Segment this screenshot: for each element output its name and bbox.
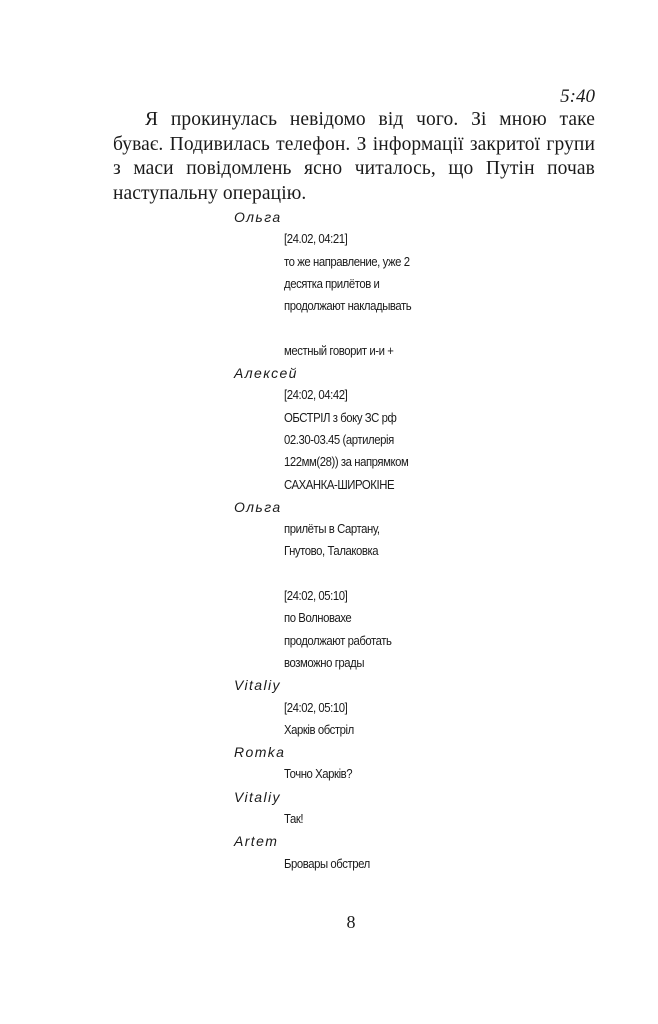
- page-number: 8: [346, 912, 356, 932]
- message-line: САХАНКА-ШИРОКІНЕ: [284, 476, 395, 492]
- message-body: [234, 518, 564, 674]
- message-line: Бровары обстрел: [284, 855, 370, 871]
- message-author: Vitaliy: [234, 788, 281, 805]
- message-body: [234, 853, 564, 875]
- message-line: возможно грады: [284, 654, 365, 670]
- time-heading: 5:40: [560, 86, 595, 107]
- message-line: Гнутово, Талаковка: [284, 543, 379, 559]
- message-line: [24:02, 05:10]: [284, 588, 348, 604]
- message-line: прилёты в Сартану,: [284, 521, 380, 537]
- message-line: десятка прилётов и: [284, 275, 380, 291]
- message-line: [284, 317, 525, 339]
- message-line: Точно Харків?: [284, 766, 353, 782]
- message-author: Ольга: [234, 498, 282, 515]
- message-line: 02.30-03.45 (артилерія: [284, 431, 394, 447]
- message-line: [24:02, 05:10]: [284, 699, 348, 715]
- message-body: [234, 228, 564, 362]
- chat-message: [234, 674, 564, 741]
- chat-message: [234, 741, 564, 786]
- message-body: [234, 697, 564, 742]
- message-line: [24:02, 04:42]: [284, 387, 348, 403]
- message-body: [234, 808, 564, 830]
- message-body: [234, 384, 564, 495]
- chat-message: [234, 786, 564, 831]
- message-line: Так!: [284, 811, 304, 827]
- message-author: Алексей: [234, 365, 298, 382]
- message-line: 122мм(28)) за напрямком: [284, 454, 409, 470]
- message-line: местный говорит и-и +: [284, 342, 394, 358]
- chat-message: [234, 206, 564, 362]
- message-author: Vitaliy: [234, 677, 281, 694]
- message-line: продолжают работать: [284, 632, 392, 648]
- message-line: то же направление, уже 2: [284, 253, 410, 269]
- message-body: [234, 763, 564, 785]
- message-line: [24.02, 04:21]: [284, 231, 348, 247]
- message-line: продолжают накладывать: [284, 298, 412, 314]
- message-line: ОБСТРІЛ з боку ЗС рф: [284, 409, 397, 425]
- chat-log: [234, 206, 564, 875]
- message-author: Ольга: [234, 209, 282, 225]
- message-line: [284, 563, 525, 585]
- body-paragraph: Я прокинулась невідомо від чого. Зі мною таке буває. Подивилась телефон. З інформації закритої групи з маси повідомлень ясно читалось, що Путін почав наступальну операцію.: [113, 109, 595, 204]
- chat-message: [234, 362, 564, 496]
- message-author: Romka: [234, 744, 286, 761]
- chat-message: [234, 830, 564, 875]
- chat-message: [234, 496, 564, 674]
- message-author: Artem: [234, 833, 279, 850]
- message-line: по Волновахе: [284, 610, 352, 626]
- message-line: Харків обстріл: [284, 721, 354, 737]
